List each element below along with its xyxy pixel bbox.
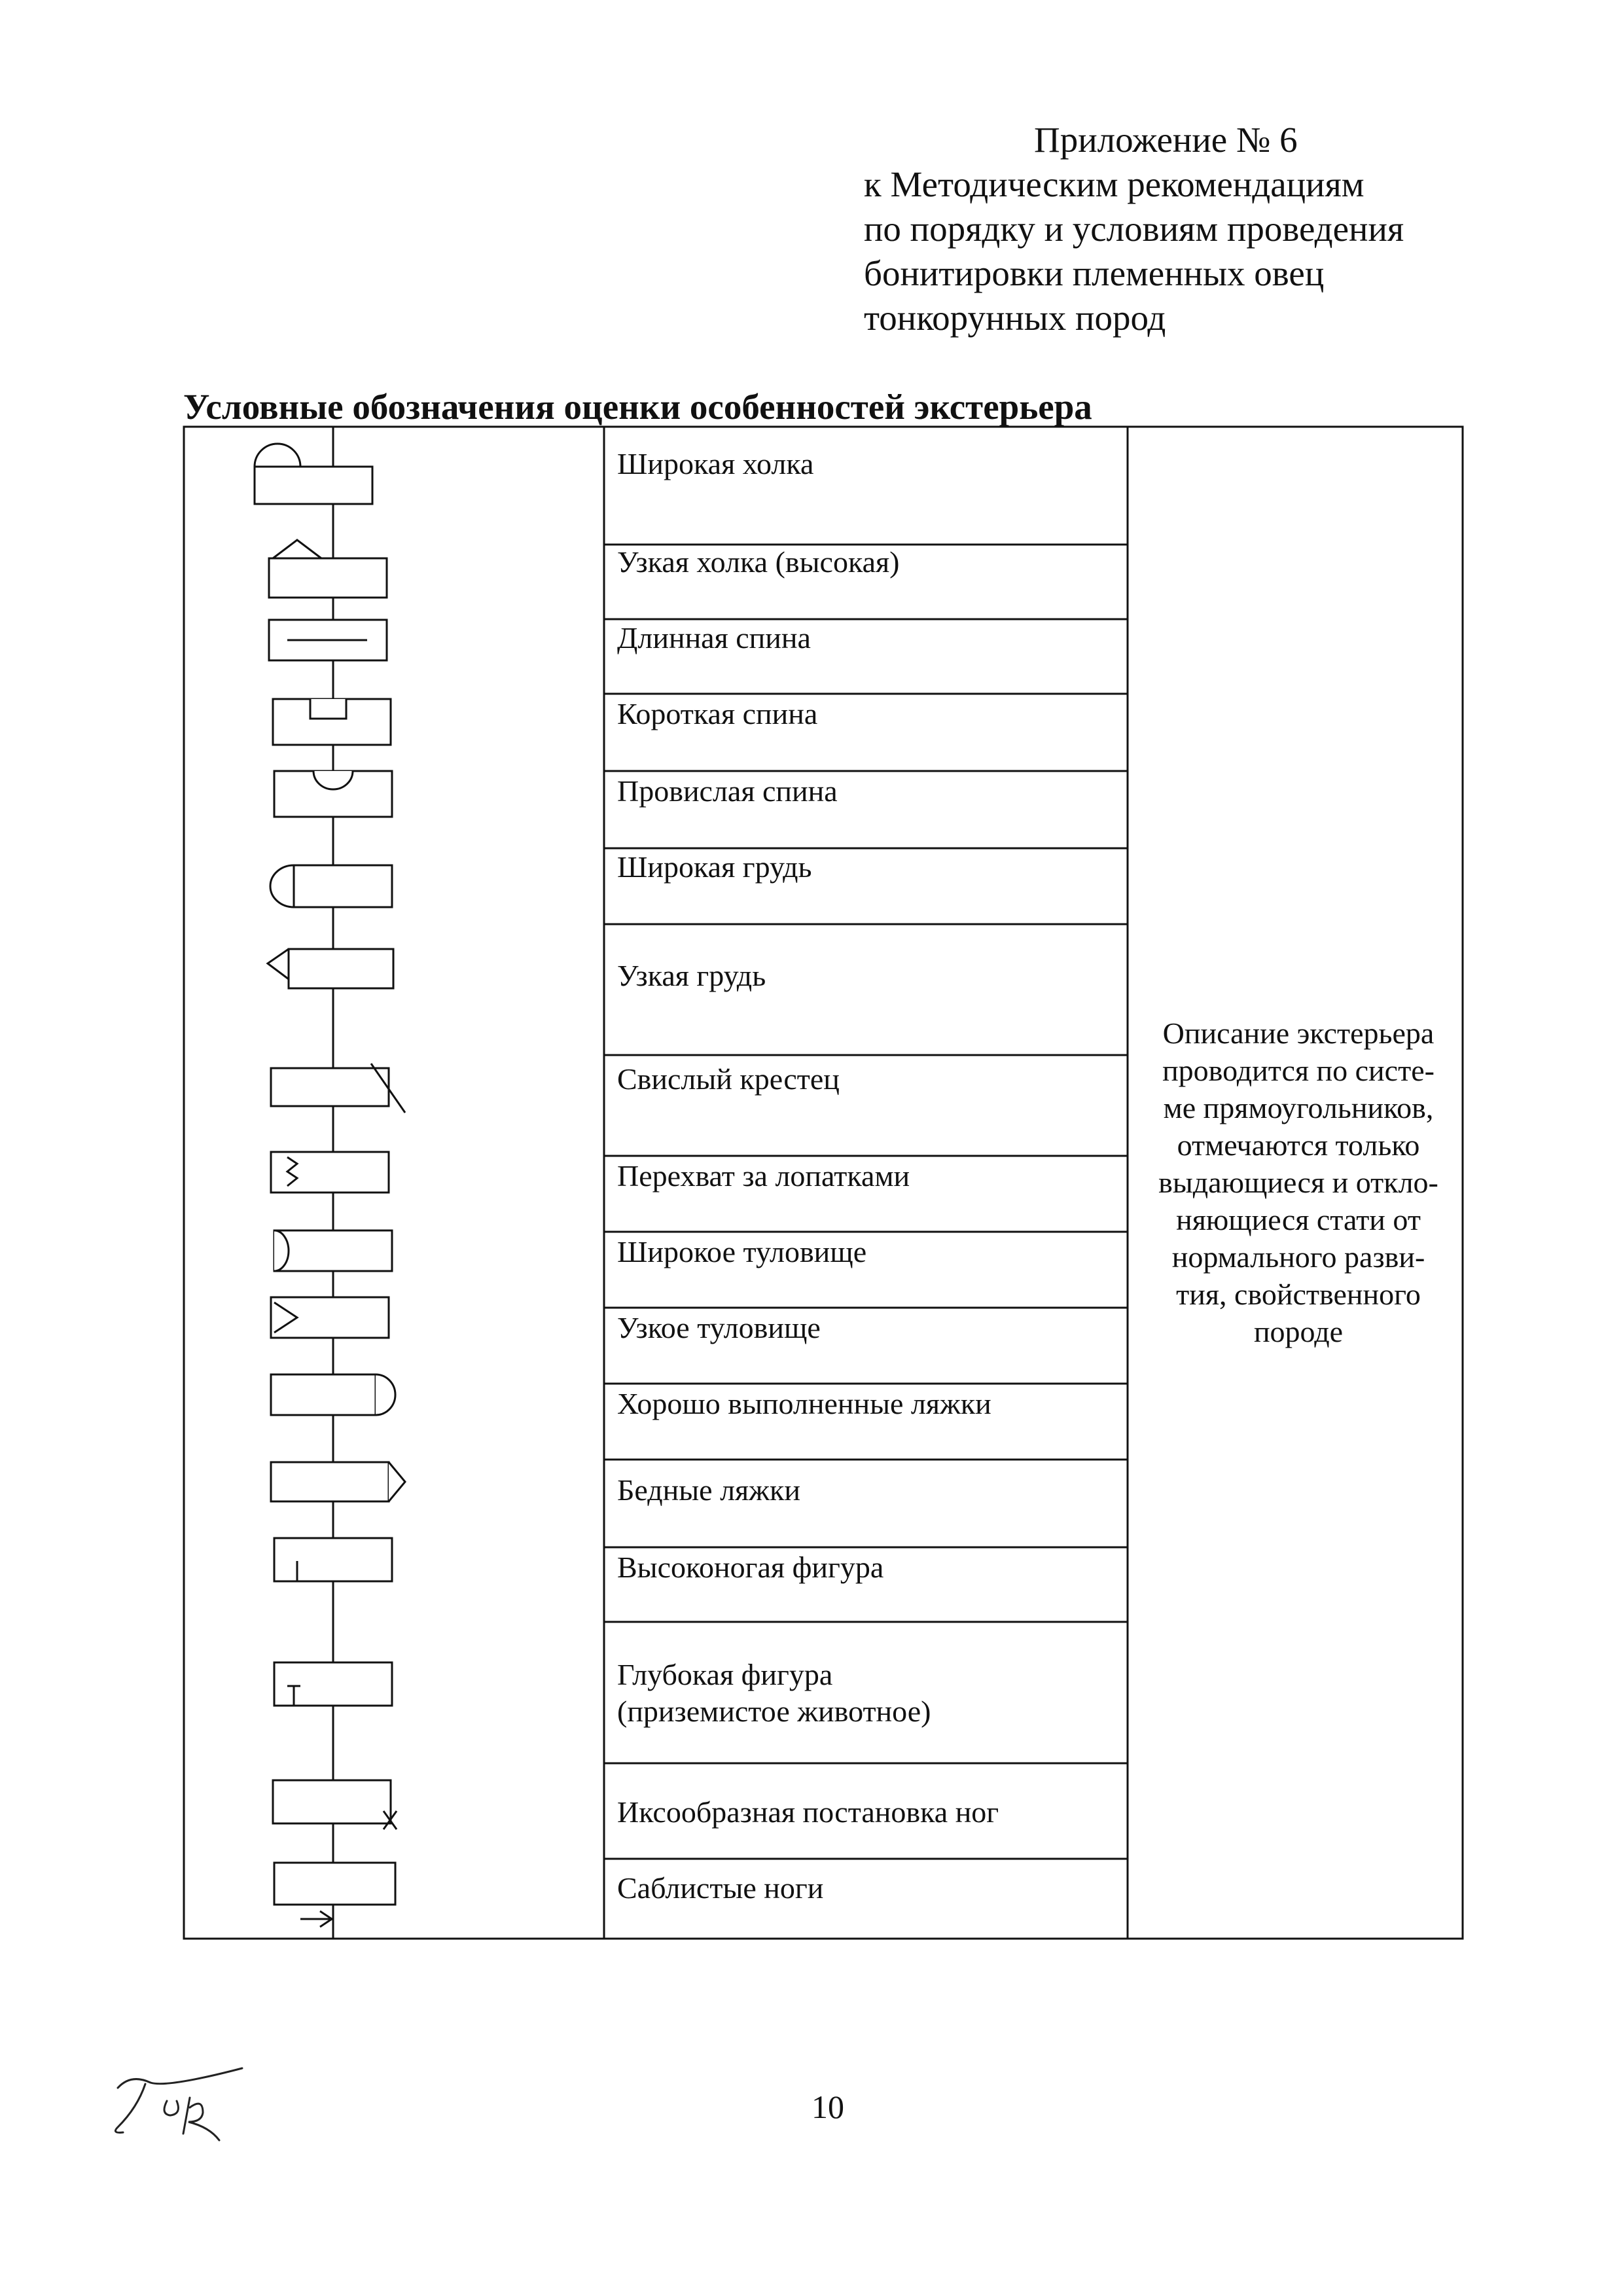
wide-withers-icon: [255, 444, 372, 504]
label-row: Широкая холка: [617, 447, 814, 480]
label-row: Хорошо выполненные ляжки: [617, 1387, 991, 1420]
short-back-icon: [273, 699, 391, 745]
deep-body-icon: [274, 1662, 392, 1706]
appendix-line: бонитировки племенных овец: [864, 253, 1325, 293]
sagging-back-icon: [274, 771, 392, 817]
shoulder-pinch-icon: [271, 1152, 389, 1193]
label-row: Высоконогая фигура: [617, 1551, 884, 1584]
good-thighs-icon: [271, 1374, 395, 1415]
note-line: ме прямоугольников,: [1163, 1091, 1434, 1124]
narrow-chest-icon: [268, 949, 393, 988]
drooping-rump-icon: [271, 1064, 405, 1113]
label-row: Узкое туловище: [617, 1311, 821, 1344]
label-row: Короткая спина: [617, 697, 818, 730]
wide-chest-icon: [270, 865, 392, 907]
x-legs-icon: [273, 1780, 397, 1829]
description-note: [1132, 1014, 1465, 1350]
appendix-line: к Методическим рекомендациям: [864, 164, 1364, 204]
note-line: няющиеся стати от: [1176, 1203, 1421, 1236]
narrow-body-icon: [271, 1297, 389, 1338]
label-row: Перехват за лопатками: [617, 1159, 910, 1193]
label-row: Иксообразная постановка ног: [617, 1795, 999, 1829]
label-row-continued: (приземистое животное): [617, 1695, 931, 1728]
long-legged-icon: [274, 1538, 392, 1581]
long-back-icon: [269, 620, 387, 660]
note-line: тия, свойственного: [1176, 1278, 1421, 1311]
note-line: отмечаются только: [1177, 1128, 1420, 1162]
label-row: Свислый крестец: [617, 1062, 840, 1096]
note-line: выдающиеся и откло-: [1158, 1166, 1438, 1199]
legend-table: [183, 425, 1464, 1940]
poor-thighs-icon: [271, 1462, 405, 1501]
appendix-line: тонкорунных пород: [864, 298, 1166, 338]
label-row: Широкая грудь: [617, 850, 812, 884]
sickle-legs-icon: [274, 1863, 395, 1927]
label-row: Узкая холка (высокая): [617, 545, 900, 579]
label-row: Глубокая фигура: [617, 1658, 833, 1691]
label-row: Длинная спина: [617, 621, 811, 655]
label-row: Узкая грудь: [617, 959, 766, 992]
appendix-line: по порядку и условиям проведения: [864, 209, 1404, 249]
signature-mark: [105, 2062, 262, 2147]
note-line: нормального разви-: [1171, 1240, 1425, 1274]
wide-body-icon: [274, 1230, 392, 1271]
note-line: породе: [1253, 1315, 1344, 1348]
label-row: Широкое туловище: [617, 1235, 867, 1268]
page-title: Условные обозначения оценки особенностей экстерьера: [183, 387, 1092, 427]
note-line: Описание экстерьера: [1162, 1016, 1435, 1050]
label-row: Провислая спина: [617, 774, 838, 808]
label-row: Бедные ляжки: [617, 1473, 800, 1507]
appendix-number: Приложение № 6: [1034, 120, 1298, 160]
note-line: проводится по систе-: [1162, 1054, 1435, 1087]
page-number: 10: [812, 2089, 844, 2125]
narrow-withers-icon: [269, 540, 387, 598]
appendix-header: [864, 118, 1518, 340]
label-row: Саблистые ноги: [617, 1871, 824, 1905]
